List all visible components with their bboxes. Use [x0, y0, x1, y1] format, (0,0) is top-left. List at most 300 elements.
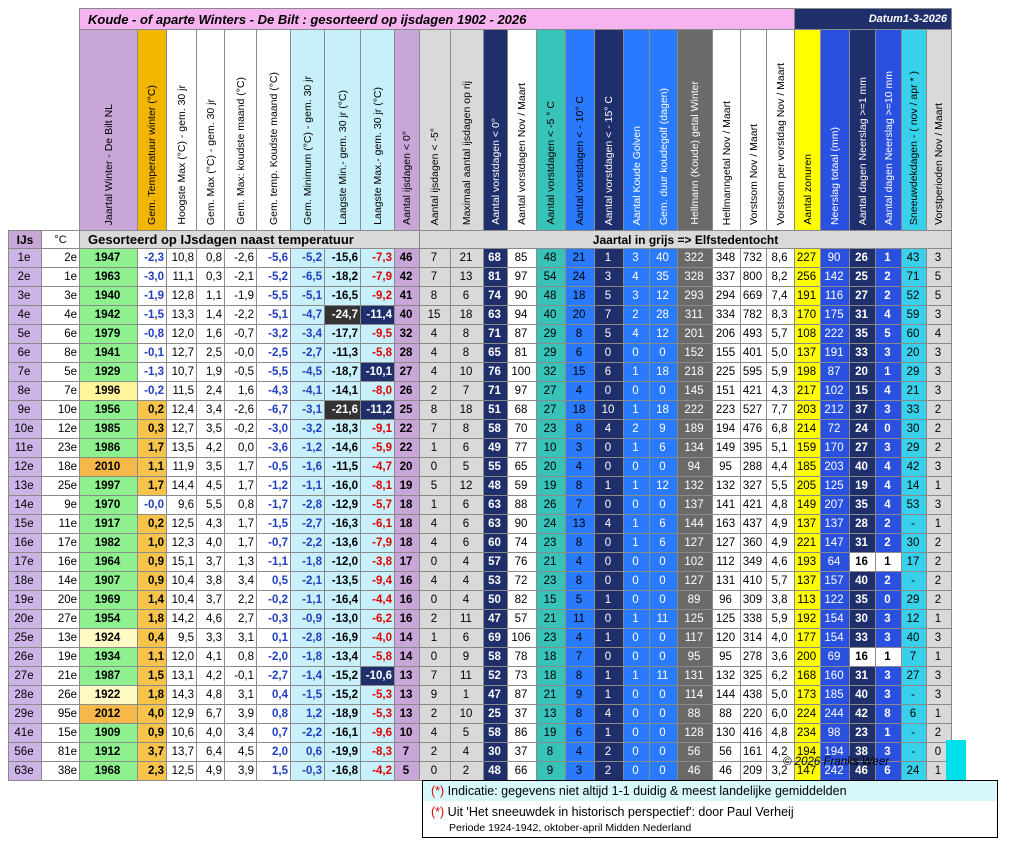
- table-cell: 11,9: [167, 458, 197, 477]
- notes-box: [422, 780, 998, 838]
- table-cell: 4,0: [197, 724, 225, 743]
- table-row: [9, 249, 952, 268]
- table-cell: 1: [927, 762, 952, 781]
- table-cell: 1: [624, 439, 650, 458]
- table-cell: 48: [484, 477, 508, 496]
- table-cell: 438: [741, 686, 767, 705]
- table-cell: 4,6: [767, 553, 795, 572]
- table-cell: -0,5: [225, 363, 257, 382]
- table-cell: 0: [595, 610, 624, 629]
- table-cell: 0: [650, 553, 678, 572]
- table-cell: 194: [795, 743, 821, 762]
- table-cell: 3,7: [138, 743, 167, 762]
- table-cell: 225: [713, 363, 741, 382]
- table-cell: 194: [713, 420, 741, 439]
- table-cell: 38: [850, 743, 876, 762]
- table-cell: -1,5: [291, 686, 325, 705]
- table-cell: -16,5: [325, 287, 361, 306]
- table-cell: 1907: [80, 572, 138, 591]
- table-cell: -5,2: [257, 268, 291, 287]
- table-cell: 4,8: [767, 496, 795, 515]
- table-cell: 4: [566, 458, 595, 477]
- table-cell: 95e: [42, 705, 80, 724]
- note-2: [431, 804, 794, 820]
- table-cell: 5e: [42, 363, 80, 382]
- table-cell: 23: [537, 572, 566, 591]
- table-cell: 13,1: [167, 667, 197, 686]
- column-header-label: Aantal ijsdagen < -5°: [429, 127, 441, 225]
- table-cell: 242: [821, 762, 850, 781]
- table-cell: -2,7: [291, 344, 325, 363]
- table-cell: 23: [537, 534, 566, 553]
- table-cell: 0: [650, 496, 678, 515]
- table-cell: 137: [795, 572, 821, 591]
- table-row: [9, 553, 952, 572]
- table-cell: -0,0: [138, 496, 167, 515]
- table-cell: 95: [678, 648, 713, 667]
- table-cell: -11,3: [325, 344, 361, 363]
- table-cell: 4,0: [767, 629, 795, 648]
- column-header-2: [167, 30, 197, 231]
- table-cell: 12,5: [167, 762, 197, 781]
- table-cell: 4: [876, 458, 902, 477]
- table-cell: 16: [395, 591, 420, 610]
- table-cell: 127: [678, 534, 713, 553]
- table-cell: 4,2: [197, 439, 225, 458]
- table-cell: 0,6: [291, 743, 325, 762]
- table-cell: 4,0: [197, 534, 225, 553]
- table-cell: -2,6: [225, 249, 257, 268]
- table-cell: 131: [713, 572, 741, 591]
- table-cell: 0: [624, 629, 650, 648]
- table-cell: 2: [927, 439, 952, 458]
- datum-value: 1-3-2026: [902, 13, 947, 25]
- table-cell: 4,8: [767, 724, 795, 743]
- column-header-19: [678, 30, 713, 231]
- column-header-18: [650, 30, 678, 231]
- table-cell: 87: [508, 325, 537, 344]
- table-row: [9, 591, 952, 610]
- table-cell: 21e: [42, 667, 80, 686]
- table-cell: 3: [927, 667, 952, 686]
- table-cell: -9,1: [361, 420, 395, 439]
- table-cell: 0: [595, 553, 624, 572]
- table-cell: 4: [876, 382, 902, 401]
- table-cell: -13,0: [325, 610, 361, 629]
- table-cell: 6: [876, 762, 902, 781]
- table-cell: 0,2: [138, 515, 167, 534]
- table-cell: 4: [451, 591, 484, 610]
- table-cell: 493: [741, 325, 767, 344]
- column-header-label: Gem. Minimum (°C) - gem. 30 jr: [301, 76, 314, 225]
- table-cell: -0,2: [257, 591, 291, 610]
- table-cell: 37: [850, 401, 876, 420]
- table-cell: 19e: [42, 648, 80, 667]
- table-cell: 224: [795, 705, 821, 724]
- table-cell: 189: [678, 420, 713, 439]
- column-header-label: Hoogste Max (°C) - gem. 30 jr: [175, 85, 188, 225]
- table-cell: 1: [927, 648, 952, 667]
- table-cell: 2012: [80, 705, 138, 724]
- table-cell: 29: [902, 363, 927, 382]
- table-cell: 142: [821, 268, 850, 287]
- table-cell: 0: [624, 724, 650, 743]
- table-cell: -1,1: [257, 553, 291, 572]
- table-cell: 151: [713, 382, 741, 401]
- table-cell: 4,9: [767, 534, 795, 553]
- table-cell: 1,3: [225, 553, 257, 572]
- table-cell: 8e: [42, 344, 80, 363]
- table-cell: 18: [451, 306, 484, 325]
- table-cell: 0: [624, 344, 650, 363]
- table-cell: 10,6: [167, 724, 197, 743]
- table-cell: -: [902, 724, 927, 743]
- table-cell: -2,2: [291, 534, 325, 553]
- table-cell: 13e: [9, 477, 42, 496]
- table-cell: 125: [713, 610, 741, 629]
- table-cell: 0,2: [138, 401, 167, 420]
- table-cell: 1: [876, 724, 902, 743]
- table-cell: 27: [850, 439, 876, 458]
- table-cell: 1e: [42, 268, 80, 287]
- table-cell: 3: [927, 686, 952, 705]
- table-cell: 0,8: [225, 648, 257, 667]
- table-cell: 24: [902, 762, 927, 781]
- table-cell: -6,1: [361, 515, 395, 534]
- table-cell: 0: [650, 724, 678, 743]
- table-cell: 0: [650, 382, 678, 401]
- table-cell: 16: [395, 572, 420, 591]
- table-row: [9, 287, 952, 306]
- table-cell: -2,3: [138, 249, 167, 268]
- table-cell: -1,3: [138, 363, 167, 382]
- table-cell: 69: [821, 648, 850, 667]
- column-header-label: Hellmann (Koude) getal Winter: [689, 81, 701, 225]
- table-cell: 294: [713, 287, 741, 306]
- table-cell: 24: [537, 515, 566, 534]
- table-cell: -0,2: [225, 420, 257, 439]
- table-cell: -4,5: [291, 363, 325, 382]
- table-cell: 65: [508, 458, 537, 477]
- table-cell: 1: [595, 667, 624, 686]
- table-cell: 1: [624, 667, 650, 686]
- table-cell: 1: [595, 477, 624, 496]
- table-cell: 149: [713, 439, 741, 458]
- table-cell: 11: [650, 667, 678, 686]
- table-cell: 40: [537, 306, 566, 325]
- table-cell: 0,0: [225, 439, 257, 458]
- table-cell: 128: [678, 724, 713, 743]
- table-cell: -14,1: [325, 382, 361, 401]
- table-cell: 72: [508, 572, 537, 591]
- table-cell: 113: [795, 591, 821, 610]
- table-cell: 29: [537, 344, 566, 363]
- table-cell: 3: [876, 743, 902, 762]
- table-cell: 96: [713, 591, 741, 610]
- table-cell: 57: [508, 610, 537, 629]
- table-cell: 7,4: [767, 287, 795, 306]
- column-header-28: [927, 30, 952, 231]
- table-cell: 76: [484, 363, 508, 382]
- table-cell: -5,1: [257, 306, 291, 325]
- table-cell: 12,0: [167, 648, 197, 667]
- table-cell: 0: [650, 743, 678, 762]
- column-header-14: [537, 30, 566, 231]
- table-cell: 10: [537, 439, 566, 458]
- table-cell: 15e: [9, 515, 42, 534]
- table-row: [9, 439, 952, 458]
- table-cell: 27e: [9, 667, 42, 686]
- table-cell: 1e: [9, 249, 42, 268]
- table-cell: 9: [451, 648, 484, 667]
- table-cell: 8: [451, 344, 484, 363]
- table-cell: 3: [566, 762, 595, 781]
- table-cell: 9: [420, 686, 451, 705]
- table-cell: 102: [678, 553, 713, 572]
- table-cell: -5,8: [361, 344, 395, 363]
- table-cell: 88: [678, 705, 713, 724]
- table-cell: 53: [902, 496, 927, 515]
- table-cell: 9e: [9, 401, 42, 420]
- table-cell: 1922: [80, 686, 138, 705]
- table-cell: 144: [678, 515, 713, 534]
- table-cell: 12: [650, 477, 678, 496]
- table-cell: 1: [876, 648, 902, 667]
- table-cell: 18: [537, 667, 566, 686]
- table-cell: 28e: [9, 686, 42, 705]
- column-header-26: [876, 30, 902, 231]
- table-cell: 4,1: [197, 648, 225, 667]
- table-cell: 18e: [9, 572, 42, 591]
- column-header-27: [902, 30, 927, 231]
- table-cell: 10,7: [167, 363, 197, 382]
- table-cell: -0,1: [138, 344, 167, 363]
- subheader-grey: Jaartal in grijs => Elfstedentocht: [420, 231, 952, 249]
- table-cell: 160: [821, 667, 850, 686]
- page-title: Koude - of aparte Winters - De Bilt : gesorteerd op ijsdagen 1902 - 2026: [80, 9, 795, 30]
- table-cell: 48: [484, 762, 508, 781]
- table-cell: 4: [451, 743, 484, 762]
- table-cell: 0: [420, 762, 451, 781]
- table-cell: 4: [420, 344, 451, 363]
- table-cell: 12e: [9, 458, 42, 477]
- table-cell: -2,6: [225, 401, 257, 420]
- table-cell: 11: [451, 610, 484, 629]
- table-cell: 13: [395, 667, 420, 686]
- column-header-label: Gem. temp. Koudste maand (°C): [267, 71, 280, 225]
- table-row: [9, 648, 952, 667]
- table-cell: 595: [741, 363, 767, 382]
- table-cell: 288: [741, 458, 767, 477]
- table-cell: 0,8: [257, 705, 291, 724]
- table-cell: 19: [850, 477, 876, 496]
- table-cell: 137: [678, 496, 713, 515]
- table-cell: 0: [624, 648, 650, 667]
- column-header-label: Neerslag totaal (mm): [829, 126, 841, 225]
- table-cell: 1,1: [138, 458, 167, 477]
- snow-note-connector: [946, 740, 966, 780]
- table-cell: 0: [650, 591, 678, 610]
- table-cell: 130: [713, 724, 741, 743]
- table-cell: 1: [624, 534, 650, 553]
- table-cell: 88: [713, 705, 741, 724]
- column-header-label: Vorstperioden Nov / Maart: [933, 103, 945, 225]
- table-cell: 155: [713, 344, 741, 363]
- table-cell: 2: [624, 306, 650, 325]
- table-cell: 0: [595, 496, 624, 515]
- table-cell: 7e: [9, 363, 42, 382]
- table-cell: 87: [821, 363, 850, 382]
- table-cell: 6: [650, 515, 678, 534]
- table-cell: 59: [508, 477, 537, 496]
- table-cell: 41e: [9, 724, 42, 743]
- table-cell: 1985: [80, 420, 138, 439]
- table-cell: 1924: [80, 629, 138, 648]
- table-cell: 218: [678, 363, 713, 382]
- table-cell: 132: [678, 477, 713, 496]
- table-cell: 1: [595, 629, 624, 648]
- table-cell: 4: [566, 382, 595, 401]
- table-cell: 12: [650, 325, 678, 344]
- column-header-20: [713, 30, 741, 231]
- table-cell: 21: [537, 686, 566, 705]
- column-header-17: [624, 30, 650, 231]
- table-cell: 20: [537, 458, 566, 477]
- table-cell: 1982: [80, 534, 138, 553]
- table-cell: 3: [927, 249, 952, 268]
- table-cell: 14: [395, 648, 420, 667]
- table-cell: 0: [595, 648, 624, 667]
- table-cell: 41: [395, 287, 420, 306]
- table-cell: 12,9: [167, 705, 197, 724]
- table-cell: -1,1: [291, 477, 325, 496]
- table-cell: 15: [420, 306, 451, 325]
- table-cell: 10: [451, 363, 484, 382]
- table-cell: 3: [595, 268, 624, 287]
- table-cell: -2,1: [291, 572, 325, 591]
- table-cell: 94: [678, 458, 713, 477]
- table-cell: -11,5: [325, 458, 361, 477]
- table-cell: 207: [821, 496, 850, 515]
- table-cell: 17e: [9, 553, 42, 572]
- table-cell: -: [902, 743, 927, 762]
- table-cell: 8: [566, 325, 595, 344]
- table-cell: 46: [713, 762, 741, 781]
- table-cell: 14e: [9, 496, 42, 515]
- table-cell: 1996: [80, 382, 138, 401]
- table-cell: 27: [395, 363, 420, 382]
- table-cell: 3: [876, 439, 902, 458]
- title-row: [9, 9, 952, 30]
- table-cell: 1909: [80, 724, 138, 743]
- table-cell: 154: [821, 610, 850, 629]
- table-cell: 46: [850, 762, 876, 781]
- table-cell: 1: [927, 705, 952, 724]
- table-cell: 0,9: [138, 572, 167, 591]
- table-cell: 203: [821, 458, 850, 477]
- table-cell: 0: [595, 534, 624, 553]
- table-cell: 3: [927, 382, 952, 401]
- table-cell: 5: [451, 458, 484, 477]
- table-cell: 33: [850, 344, 876, 363]
- table-cell: -0,5: [257, 458, 291, 477]
- table-cell: 86: [508, 724, 537, 743]
- table-cell: 1947: [80, 249, 138, 268]
- table-cell: -18,7: [325, 363, 361, 382]
- table-cell: 192: [795, 610, 821, 629]
- column-header-10: [420, 30, 451, 231]
- table-cell: 13: [537, 705, 566, 724]
- table-cell: -16,9: [325, 629, 361, 648]
- table-cell: 149: [795, 496, 821, 515]
- table-cell: 0,5: [257, 572, 291, 591]
- table-cell: 4,4: [767, 458, 795, 477]
- table-cell: 78: [508, 648, 537, 667]
- table-cell: 15,1: [167, 553, 197, 572]
- table-cell: 112: [713, 553, 741, 572]
- table-cell: 13,7: [167, 743, 197, 762]
- table-cell: 8: [537, 743, 566, 762]
- table-cell: -0,7: [225, 325, 257, 344]
- table-row: [9, 705, 952, 724]
- table-cell: 29e: [9, 705, 42, 724]
- table-cell: 127: [713, 534, 741, 553]
- table-cell: 68: [484, 249, 508, 268]
- table-cell: 77: [508, 439, 537, 458]
- column-header-0: [80, 30, 138, 231]
- table-cell: 152: [678, 344, 713, 363]
- table-cell: 21: [902, 382, 927, 401]
- table-cell: 170: [795, 306, 821, 325]
- table-cell: 11: [566, 610, 595, 629]
- table-cell: 66: [508, 762, 537, 781]
- table-cell: 3: [624, 287, 650, 306]
- table-cell: 1,1: [138, 648, 167, 667]
- table-cell: 191: [821, 344, 850, 363]
- table-cell: 1: [595, 686, 624, 705]
- table-cell: 21: [451, 249, 484, 268]
- table-cell: 4,5: [225, 743, 257, 762]
- table-cell: 23: [850, 724, 876, 743]
- table-cell: 8: [566, 477, 595, 496]
- table-cell: 137: [795, 344, 821, 363]
- table-cell: 65: [484, 344, 508, 363]
- header-spacer: [9, 30, 80, 231]
- table-cell: 244: [821, 705, 850, 724]
- table-cell: 27e: [42, 610, 80, 629]
- table-cell: 2,4: [197, 382, 225, 401]
- table-cell: 205: [795, 477, 821, 496]
- table-cell: 26: [537, 496, 566, 515]
- table-cell: 4: [624, 268, 650, 287]
- table-cell: 4,6: [197, 610, 225, 629]
- column-header-label: Aantal Koude Golven: [630, 125, 643, 225]
- table-cell: -0,2: [138, 382, 167, 401]
- column-header-16: [595, 30, 624, 231]
- note-2-text: Uit 'Het sneeuwdek in historisch perspectief': door Paul Verheij: [444, 805, 794, 819]
- table-cell: 1: [927, 515, 952, 534]
- table-cell: 3: [927, 458, 952, 477]
- table-cell: 0: [624, 705, 650, 724]
- table-cell: -2,5: [257, 344, 291, 363]
- table-cell: -0,9: [291, 610, 325, 629]
- table-cell: 3,3: [197, 629, 225, 648]
- table-cell: -5,5: [257, 287, 291, 306]
- table-cell: 0,3: [138, 420, 167, 439]
- table-cell: -6,5: [291, 268, 325, 287]
- table-row: [9, 686, 952, 705]
- table-cell: 0: [927, 743, 952, 762]
